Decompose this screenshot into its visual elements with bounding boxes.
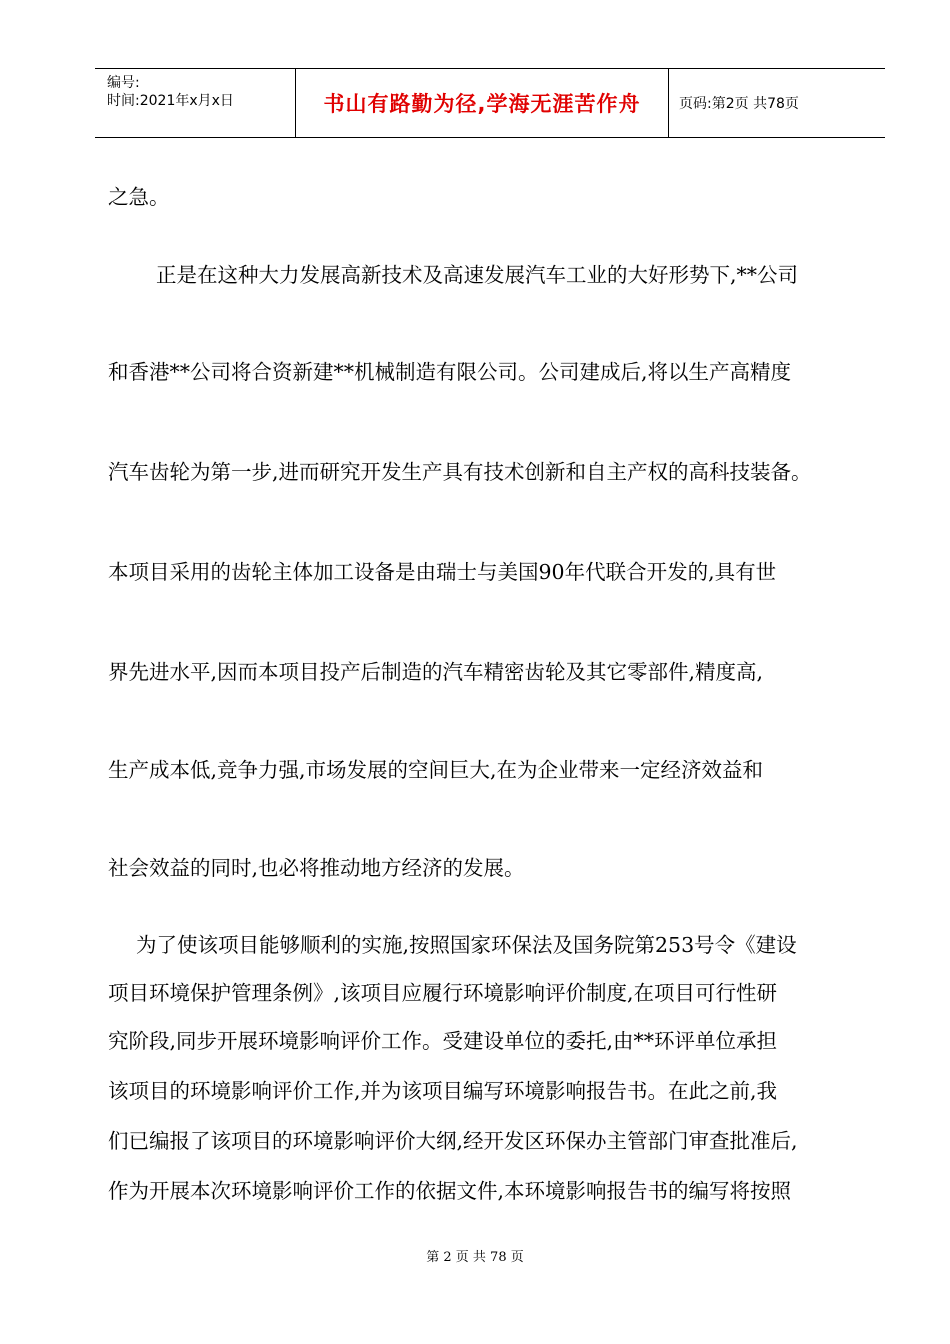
body-line: 界先进水平,因而本项目投产后制造的汽车精密齿轮及其它零部件,精度高, — [108, 660, 764, 684]
body-line: 社会效益的同时,也必将推动地方经济的发展。 — [108, 856, 525, 880]
body-line: 该项目的环境影响评价工作,并为该项目编写环境影响报告书。在此之前,我 — [108, 1079, 778, 1103]
header-page-info: 页码:第2页 共78页 — [679, 96, 799, 112]
header-motto: 书山有路勤为径,学海无涯苦作舟 — [296, 69, 669, 137]
body-line: 汽车齿轮为第一步,进而研究开发生产具有技术创新和自主产权的高科技装备。 — [108, 460, 812, 484]
serial-label: 编号: — [107, 75, 140, 91]
time-label: 时间:2021年x月x日 — [107, 93, 234, 109]
body-line: 们已编报了该项目的环境影响评价大纲,经开发区环保办主管部门审查批准后, — [108, 1129, 798, 1153]
body-line: 为了使该项目能够顺利的实施,按照国家环保法及国务院第253号令《建设 — [136, 933, 797, 957]
page-footer: 第 2 页 共 78 页 — [426, 1250, 524, 1265]
header-meta — [95, 69, 296, 137]
body-line: 和香港**公司将合资新建**机械制造有限公司。公司建成后,将以生产高精度 — [108, 360, 792, 384]
body-line: 作为开展本次环境影响评价工作的依据文件,本环境影响报告书的编写将按照 — [108, 1179, 792, 1203]
body-line: 项目环境保护管理条例》,该项目应履行环境影响评价制度,在项目可行性研 — [108, 981, 778, 1005]
body-line: 之急。 — [108, 185, 170, 209]
body-line: 正是在这种大力发展高新技术及高速发展汽车工业的大好形势下,**公司 — [156, 263, 799, 287]
document-header — [95, 68, 885, 138]
body-line: 生产成本低,竞争力强,市场发展的空间巨大,在为企业带来一定经济效益和 — [108, 758, 764, 782]
body-line: 本项目采用的齿轮主体加工设备是由瑞士与美国90年代联合开发的,具有世 — [108, 560, 777, 584]
body-line: 究阶段,同步开展环境影响评价工作。受建设单位的委托,由**环评单位承担 — [108, 1029, 778, 1053]
